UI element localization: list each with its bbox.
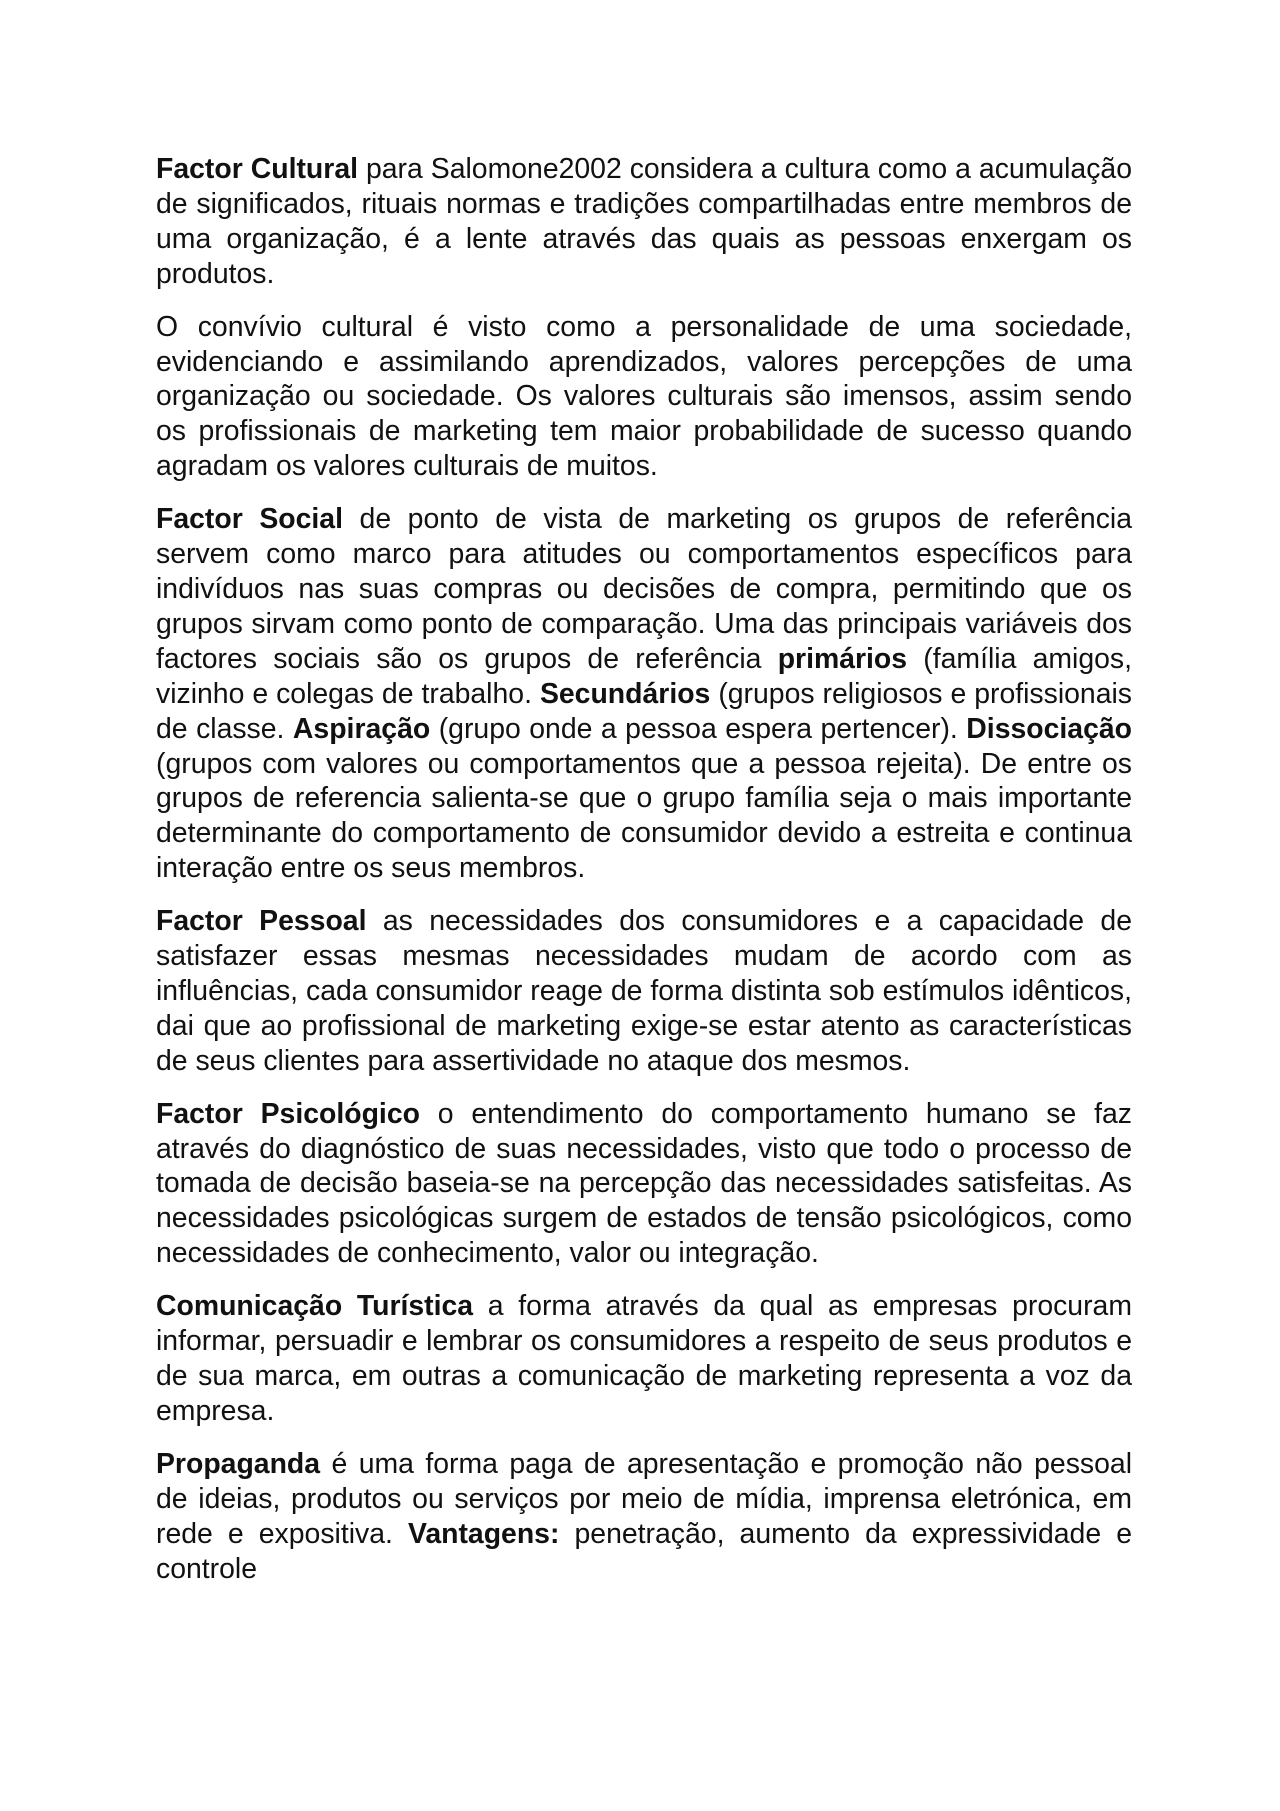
paragraph-text: para Salomone2002 considera a cultura como a acumulação de significados, rituais normas e tradições compartilhadas entre membros de uma organização, é a lente através das quais as pessoas enxergam os produtos.	[156, 153, 1132, 290]
term-secundarios: Secundários	[539, 677, 711, 710]
paragraph-factor-pessoal	[156, 904, 1132, 1079]
paragraph-factor-psicologico	[156, 1097, 1132, 1272]
paragraph-text: o entendimento do comportamento humano se faz através do diagnóstico de suas necessidades, visto que todo o processo de tomada de decisão baseia-se na percepção das necessidades satisfeitas. As necessidades psicológicas surgem de estados de tensão psicológicos, como necessidades de conhecimento, valor ou integração.	[156, 1097, 1132, 1270]
paragraph-propaganda	[156, 1447, 1132, 1587]
paragraph-text: (grupos religiosos e profissionais de classe.	[156, 677, 1132, 745]
paragraph-comunicacao-turistica	[156, 1289, 1132, 1429]
document-page	[156, 152, 1132, 1604]
paragraph-text: a forma através da qual as empresas procuram informar, persuadir e lembrar os consumidores a respeito de seus produtos e de sua marca, em outras a comunicação de marketing representa a voz da empresa.	[156, 1290, 1132, 1427]
paragraph-text: (grupos com valores ou comportamentos que a pessoa rejeita). De entre os grupos de referencia salienta-se que o grupo família seja o mais importante determinante do comportamento de consumidor devido a estreita e continua interação entre os seus membros.	[156, 747, 1132, 885]
term-propaganda: Propaganda	[156, 1447, 321, 1480]
term-comunicacao-turistica: Comunicação Turística	[156, 1290, 474, 1323]
paragraph-text: penetração, aumento da expressividade e controle	[156, 1517, 1132, 1585]
paragraph-factor-social	[156, 502, 1132, 886]
paragraph-text: é uma forma paga de apresentação e promoção não pessoal de ideias, produtos ou serviços por meio de mídia, imprensa eletrónica, em rede e expositiva.	[156, 1447, 1132, 1550]
paragraph-text: O convívio cultural é visto como a personalidade de uma sociedade, evidenciando e assimilando aprendizados, valores percepções de uma organização ou sociedade. Os valores culturais são imensos, assim sendo os profissionais de marketing tem maior probabilidade de sucesso quando agradam os valores culturais de muitos.	[156, 310, 1132, 483]
paragraph-text: (família amigos, vizinho e colegas de trabalho.	[156, 642, 1132, 710]
term-factor-pessoal: Factor Pessoal	[156, 905, 367, 938]
paragraph-factor-cultural	[156, 152, 1132, 292]
term-factor-psicologico: Factor Psicológico	[156, 1097, 420, 1130]
term-dissociacao: Dissociação	[966, 712, 1132, 745]
paragraph-convivio-cultural	[156, 310, 1132, 485]
term-factor-cultural: Factor Cultural	[156, 153, 358, 185]
term-primarios: primários	[777, 642, 908, 675]
paragraph-text: de ponto de vista de marketing os grupos de referência servem como marco para atitudes ou comportamentos específicos para indivíduos nas suas compras ou decisões de compra, permitindo que os grupos sirvam como ponto de comparação. Uma das principais variáveis dos factores sociais são os grupos de referência	[156, 503, 1132, 675]
term-factor-social: Factor Social	[156, 503, 343, 536]
paragraph-text: as necessidades dos consumidores e a capacidade de satisfazer essas mesmas necessidades mudam de acordo com as influências, cada consumidor reage de forma distinta sob estímulos idênticos, dai que ao profissional de marketing exige-se estar atento as características de seus clientes para assertividade no ataque dos mesmos.	[156, 905, 1132, 1077]
term-aspiracao: Aspiração	[292, 712, 431, 745]
paragraph-text: (grupo onde a pessoa espera pertencer).	[430, 712, 967, 745]
term-vantagens: Vantagens:	[407, 1517, 560, 1550]
